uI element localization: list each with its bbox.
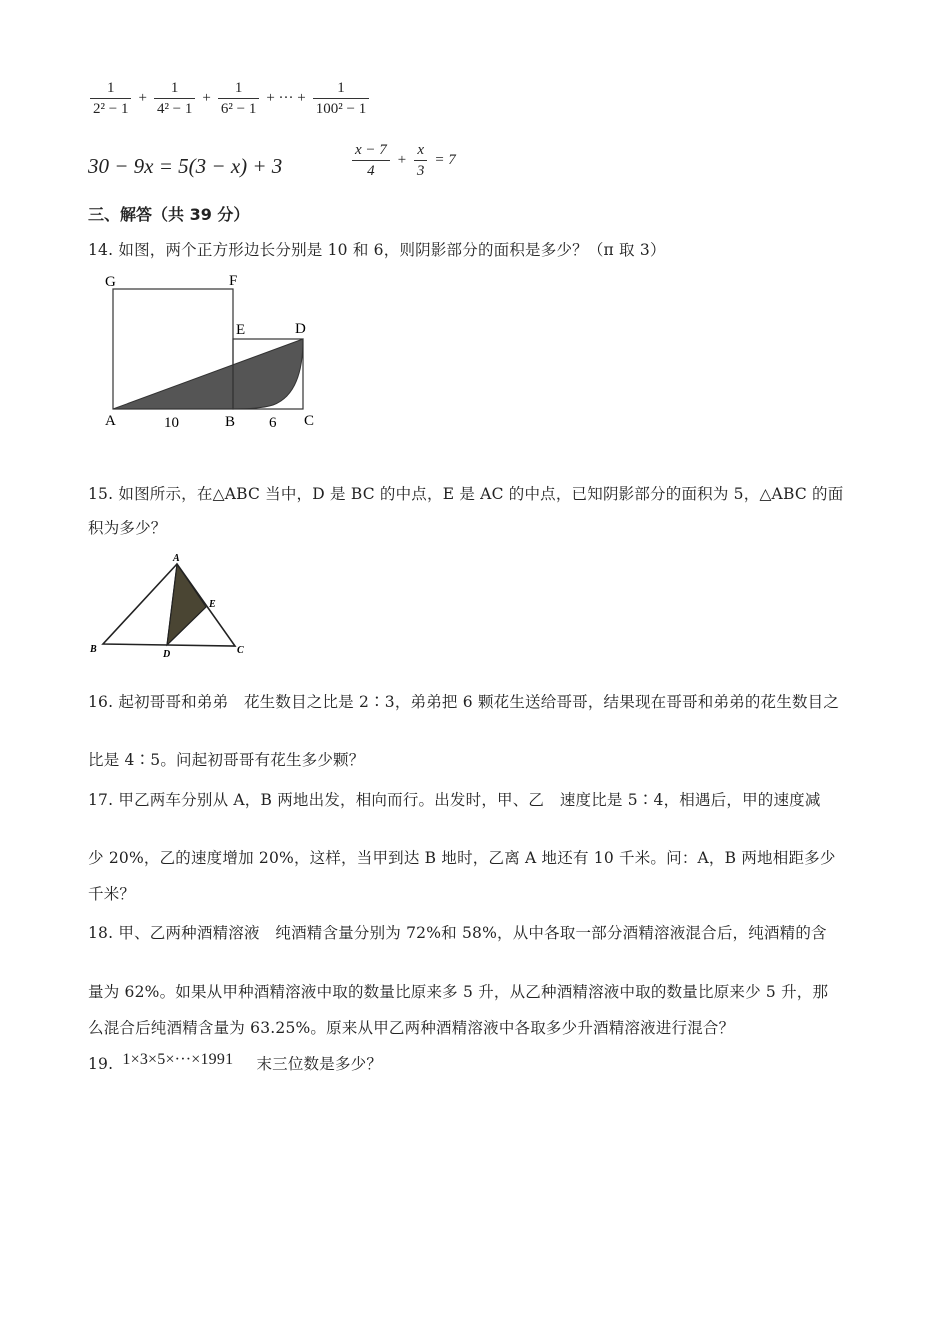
question-16-line-1: 16. 起初哥哥和弟弟 花生数目之比是 2∶3，弟弟把 6 颗花生送给哥哥，结果现在哥哥和弟弟的花生数目之 — [88, 693, 840, 711]
question-19-number: 19. — [88, 1055, 114, 1073]
label-E: E — [209, 599, 216, 610]
label-D: D — [295, 321, 306, 337]
label-G: G — [105, 274, 116, 290]
shaded-region — [113, 339, 303, 409]
fraction-term-2: $\frac{1}{\text{4² − 1}}$ — [154, 78, 195, 119]
question-16-line-2: 比是 4∶5。问起初哥哥有花生多少颗？ — [88, 751, 365, 769]
question-19-expression: 1×3×5×···×1991 — [122, 1051, 234, 1068]
section-title: 三、解答（共 39 分） — [88, 205, 250, 224]
fraction-term-1: $\frac{1}{\text{2² − 1}}$ — [90, 78, 131, 119]
fraction-x-minus-7: $\frac{x - 7}{4}$ — [352, 140, 390, 181]
figure-triangle — [85, 550, 255, 660]
series-expression: $\frac{1}{\text{2² − 1}}$ + $\frac{1}{\text{4² − 1}}$ + $\frac{1}{\text{6² − 1}}$ + ··· + $\frac{1}{\text{100² − 1}}$ — [88, 78, 371, 119]
question-15-line-1: 15. 如图所示，在△ABC 当中，D 是 BC 的中点，E 是 AC 的中点，已知阴影部分的面积为 5，△ABC 的面 — [88, 485, 844, 503]
question-17-line-3: 千米？ — [88, 885, 136, 903]
label-A: A — [105, 413, 116, 429]
figure-two-squares — [95, 268, 330, 433]
question-17-line-1: 17. 甲乙两车分别从 A，B 两地出发，相向而行。出发时，甲、乙 速度比是 5∶4，相遇后，甲的速度减 — [88, 791, 821, 809]
label-F: F — [229, 273, 238, 289]
label-D: D — [163, 649, 171, 660]
label-C: C — [304, 413, 315, 429]
label-B: B — [90, 644, 97, 655]
fraction-term-3: $\frac{1}{\text{6² − 1}}$ — [218, 78, 259, 119]
label-E: E — [236, 322, 246, 338]
question-19-text: 末三位数是多少？ — [256, 1055, 383, 1073]
question-15-line-2: 积为多少？ — [88, 519, 167, 537]
question-19 — [88, 1052, 382, 1074]
label-B: B — [225, 414, 236, 430]
equation-1: 30 − 9x = 5(3 − x) + 3 — [88, 154, 283, 178]
length-10: 10 — [164, 415, 179, 431]
length-6: 6 — [269, 415, 277, 431]
label-C: C — [237, 645, 244, 656]
question-18-line-3: 么混合后纯酒精含量为 63.25%。原来从甲乙两种酒精溶液中各取多少升酒精溶液进行混合？ — [88, 1019, 735, 1037]
fraction-x-over-3: $\frac{x}{3}$ — [414, 140, 428, 181]
fraction-term-4: $\frac{1}{\text{100² − 1}}$ — [313, 78, 369, 119]
question-14: 14. 如图，两个正方形边长分别是 10 和 6，则阴影部分的面积是多少？（π 取 3） — [88, 241, 666, 259]
question-18-line-1: 18. 甲、乙两种酒精溶液 纯酒精含量分别为 72%和 58%，从中各取一部分酒精溶液混合后，纯酒精的含 — [88, 924, 827, 942]
label-A: A — [173, 553, 180, 564]
question-18-line-2: 量为 62%。如果从甲种酒精溶液中取的数量比原来多 5 升，从乙种酒精溶液中取的数量比原来少 5 升，那 — [88, 983, 829, 1001]
question-17-line-2: 少 20%，乙的速度增加 20%，这样，当甲到达 B 地时，乙离 A 地还有 10 千米。问：A，B 两地相距多少 — [88, 849, 836, 867]
equation-2: $\frac{x - 7}{4}$ + $\frac{x}{3}$ = 7 — [350, 140, 457, 181]
